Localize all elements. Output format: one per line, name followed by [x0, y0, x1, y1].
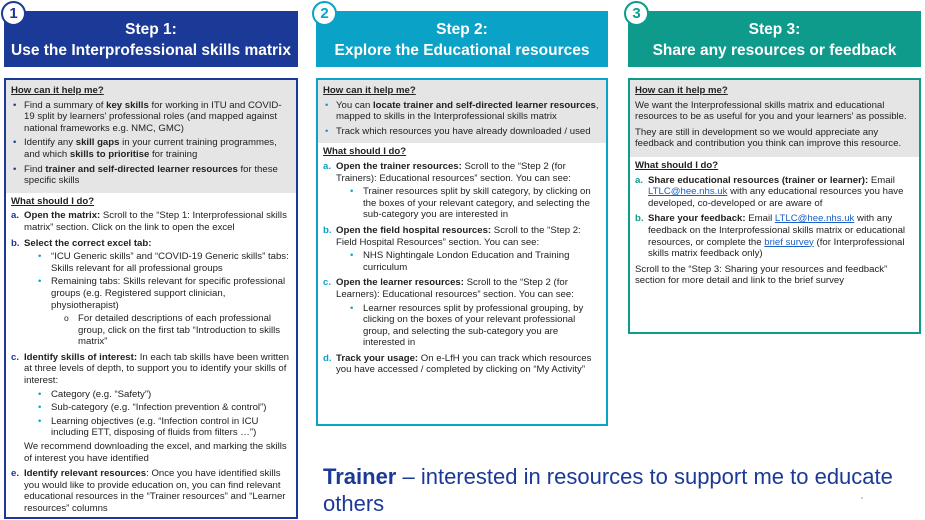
- step-2-how-item: • You can locate trainer and self-directed learner resources, mapped to skills in the Interprofessional skills matrix: [323, 100, 601, 123]
- step-2-how-heading: How can it help me?: [323, 85, 416, 96]
- step-1-panel: [4, 78, 298, 519]
- step-1-item-b: b. Select the correct excel tab: • “ICU Generic skills” and “COVID-19 Generic skills” tabs: Skills relevant for all professional groups • Remaining tabs: Skills relevant for specific professional groups (e.g. Registered support clinician, physiotherapist) o For detailed descriptions of each professional group, click on the first tab “Introduction to skills matrix”: [11, 238, 291, 348]
- step-2-how-item: • Track which resources you have already downloaded / used: [323, 126, 601, 138]
- step-1-b-sub: • “ICU Generic skills” and “COVID-19 Generic skills” tabs: Skills relevant for all professional groups: [24, 251, 291, 274]
- step-2-title: Step 2:: [436, 21, 488, 38]
- step-1-number-badge: 1: [1, 1, 26, 26]
- step-2-what-section: [318, 143, 606, 383]
- step-3-header: [628, 11, 921, 67]
- step-3-how-section: [630, 80, 919, 157]
- step-1-title: Step 1:: [125, 21, 177, 38]
- email-link[interactable]: LTLC@hee.nhs.uk: [774, 213, 855, 225]
- step-1-item-e: e. Identify relevant resources: Once you have identified skills you would like to provide education on, you can find relevant educational resources in the “Trainer resources” and “Learner resources” columns: [11, 468, 286, 514]
- step-1-b-subsub: o For detailed descriptions of each professional group, click on the first tab “Introduction to skills matrix”: [51, 313, 291, 348]
- step-2-what-heading: What should I do?: [323, 146, 407, 158]
- step-1-c-note: We recommend downloading the excel, and marking the skills of interest you have identified: [24, 441, 287, 464]
- step-1-item-c: c. Identify skills of interest: In each tab skills have been written at three levels of depth, to support you to identify your skills of interest: • Category (e.g. “Safety”) • Sub-category (e.g. “Infection prevention & control”) • Learning objectives (e.g. “Infection control in ICU including ETT, disposing of fluids from filters …”) We recommend downloading the excel, and marking the skills of interest you have identified: [11, 352, 291, 464]
- step-3-what-heading: What should I do?: [635, 159, 719, 171]
- step-3-footer-text: Scroll to the “Step 3: Sharing your resources and feedback” section for more detail and link to the brief survey: [635, 263, 888, 287]
- step-2-panel: [316, 78, 608, 426]
- step-3-subtitle: Share any resources or feedback: [652, 42, 897, 59]
- decorative-dot: [861, 497, 863, 499]
- step-1-item-a: a. Open the matrix: Scroll to the “Step 1: Interprofessional skills matrix” section. Click on the link to open the excel: [11, 210, 287, 233]
- step-1-how-section: [6, 80, 296, 193]
- trainer-description: – interested in resources to support me to educate others: [323, 464, 893, 516]
- trainer-caption: [323, 463, 923, 517]
- step-2-subtitle: Explore the Educational resources: [334, 42, 590, 59]
- step-2-item-a: a. Open the trainer resources: Scroll to the “Step 2 (for Trainers): Educational resources” section. You can see: • Trainer resources split by skill category, by clicking on the boxes of your relevant category, and selecting the sub-category you are interested in: [323, 161, 601, 221]
- step-3-how-para-2: They are still in development so we would appreciate any feedback and contribution you think can improve this resource.: [635, 126, 902, 150]
- step-1-c-sub: • Learning objectives (e.g. “Infection control in ICU including ETT, disposing of fluids from filters …”): [24, 416, 291, 439]
- step-1-how-item: • Find a summary of key skills for working in ITU and COVID-19 split by learners' professional roles (and mapped against national frameworks e.g. NMC, GMC): [11, 100, 291, 135]
- step-2-number-badge: 2: [312, 1, 337, 26]
- step-1-what-section: [6, 193, 296, 519]
- step-2-header: [316, 11, 608, 67]
- step-1-b-sub: • Remaining tabs: Skills relevant for specific professional groups (e.g. Registered support clinician, physiotherapist) o For detailed descriptions of each professional group, click on the first tab “Introduction to skills matrix”: [24, 276, 291, 348]
- step-3-how-heading: How can it help me?: [635, 85, 728, 96]
- step-3-item-a: a. Share educational resources (trainer or learner): Email LTLC@hee.nhs.uk with any educational resources you have developed, co-developed or are aware of: [635, 174, 904, 209]
- step-2-a-sub: • Trainer resources split by skill category, by clicking on the boxes of your relevant category, and selecting the sub-category you are interested in: [336, 186, 601, 221]
- step-3-what-section: [630, 157, 919, 294]
- email-link[interactable]: LTLC@hee.nhs.uk: [648, 186, 728, 198]
- step-3-title: Step 3:: [748, 21, 801, 38]
- step-1-how-item: • Find trainer and self-directed learner resources for these specific skills: [11, 164, 291, 187]
- step-1-c-sub: • Category (e.g. “Safety”): [24, 389, 291, 401]
- trainer-label: Trainer: [323, 464, 397, 489]
- step-2-item-c: c. Open the learner resources: Scroll to the “Step 2 (for Learners): Educational resources” section. You can see: • Learner resources split by professional grouping, by clicking on the boxes of your relevant professional group, and selecting the sub-category you are interested in: [323, 277, 601, 349]
- step-3-item-b: b. Share your feedback: Email LTLC@hee.nhs.uk with any feedback on the Interprofessional skills matrix or educational resources, or complete the brief survey (for Interprofessional skills matrix feedback only): [635, 213, 906, 260]
- step-3-how-para-1: We want the Interprofessional skills matrix and educational resources to be as useful for you and your learners' as possible.: [635, 99, 907, 123]
- step-1-subtitle: Use the Interprofessional skills matrix: [11, 42, 291, 59]
- step-1-c-sub: • Sub-category (e.g. “Infection prevention & control”): [24, 402, 291, 414]
- step-1-what-heading: What should I do?: [11, 195, 95, 207]
- step-1-how-item: • Identify any skill gaps in your current training programmes, and which skills to prioritise for training: [11, 137, 291, 160]
- step-2-item-d: d. Track your usage: On e-LfH you can track which resources you have accessed / completed by clicking on “My Activity”: [323, 352, 592, 376]
- step-2-how-section: [318, 80, 606, 143]
- step-1-header: [4, 11, 298, 67]
- step-1-how-heading: How can it help me?: [11, 85, 104, 96]
- step-2-item-b: b. Open the field hospital resources: Scroll to the “Step 2: Field Hospital Resources” section. You can see: • NHS Nightingale London Education and Training curriculum: [323, 225, 601, 273]
- step-3-panel: [628, 78, 921, 334]
- brief-survey-link[interactable]: brief survey: [764, 236, 814, 248]
- step-3-number-badge: 3: [624, 1, 649, 26]
- step-2-c-sub: • Learner resources split by professional grouping, by clicking on the boxes of your relevant professional group, and selecting the sub-category you are interested in: [336, 303, 601, 349]
- step-2-b-sub: • NHS Nightingale London Education and Training curriculum: [336, 250, 601, 273]
